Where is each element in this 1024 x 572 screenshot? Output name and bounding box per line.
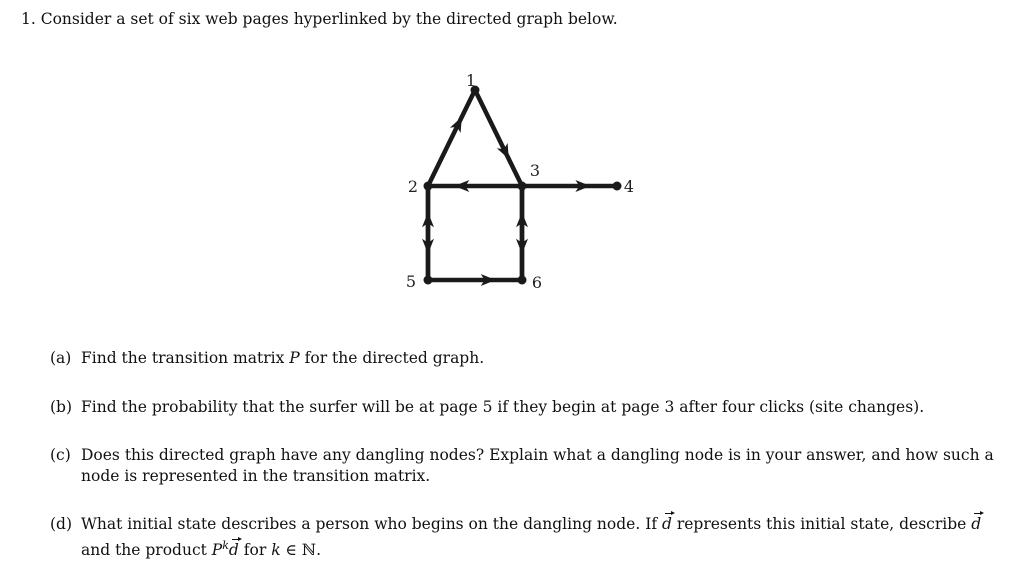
- part-c-label: (c): [50, 446, 71, 464]
- part-b-text: Find the probability that the surfer will be at page 5 if they begin at page 3 after four clicks (site changes).: [81, 398, 925, 416]
- part-d-text: What initial state describes a person who begins on the dangling node. If d represents this initial state, describe d and the product $P^kd$ for k ∈ ℕ.: [81, 515, 982, 560]
- node-label-1: 1: [465, 71, 477, 90]
- part-c: [50, 445, 1010, 487]
- question-heading: 1. Consider a set of six web pages hyperlinked by the directed graph below.: [21, 10, 618, 28]
- node-5: [424, 276, 433, 285]
- edge-2-1: [428, 90, 475, 186]
- node-4: [613, 182, 622, 191]
- part-d-label: (d): [50, 515, 73, 533]
- part-b: [50, 397, 1010, 418]
- part-b-label: (b): [50, 398, 73, 416]
- vector-d: d: [971, 515, 982, 533]
- node-label-2: 2: [407, 177, 419, 196]
- node-2: [424, 182, 433, 191]
- part-c-text: Does this directed graph have any dangling nodes? Explain what a dangling node is in your answer, and how such a node is represented in the transition matrix.: [81, 446, 994, 485]
- node-label-4: 4: [623, 177, 635, 196]
- part-d: [50, 514, 1010, 561]
- vector-d: d: [228, 541, 239, 560]
- vector-d: d: [661, 515, 672, 533]
- node-label-5: 5: [405, 272, 417, 291]
- part-a-label: (a): [50, 349, 72, 367]
- node-label-3: 3: [529, 161, 541, 180]
- directed-graph-figure: [380, 70, 650, 300]
- part-a: [50, 348, 1010, 369]
- node-6: [518, 276, 527, 285]
- node-label-6: 6: [531, 273, 543, 292]
- node-3: [518, 182, 527, 191]
- edge-1-3: [475, 90, 522, 186]
- part-a-text: Find the transition matrix P for the directed graph.: [81, 349, 485, 367]
